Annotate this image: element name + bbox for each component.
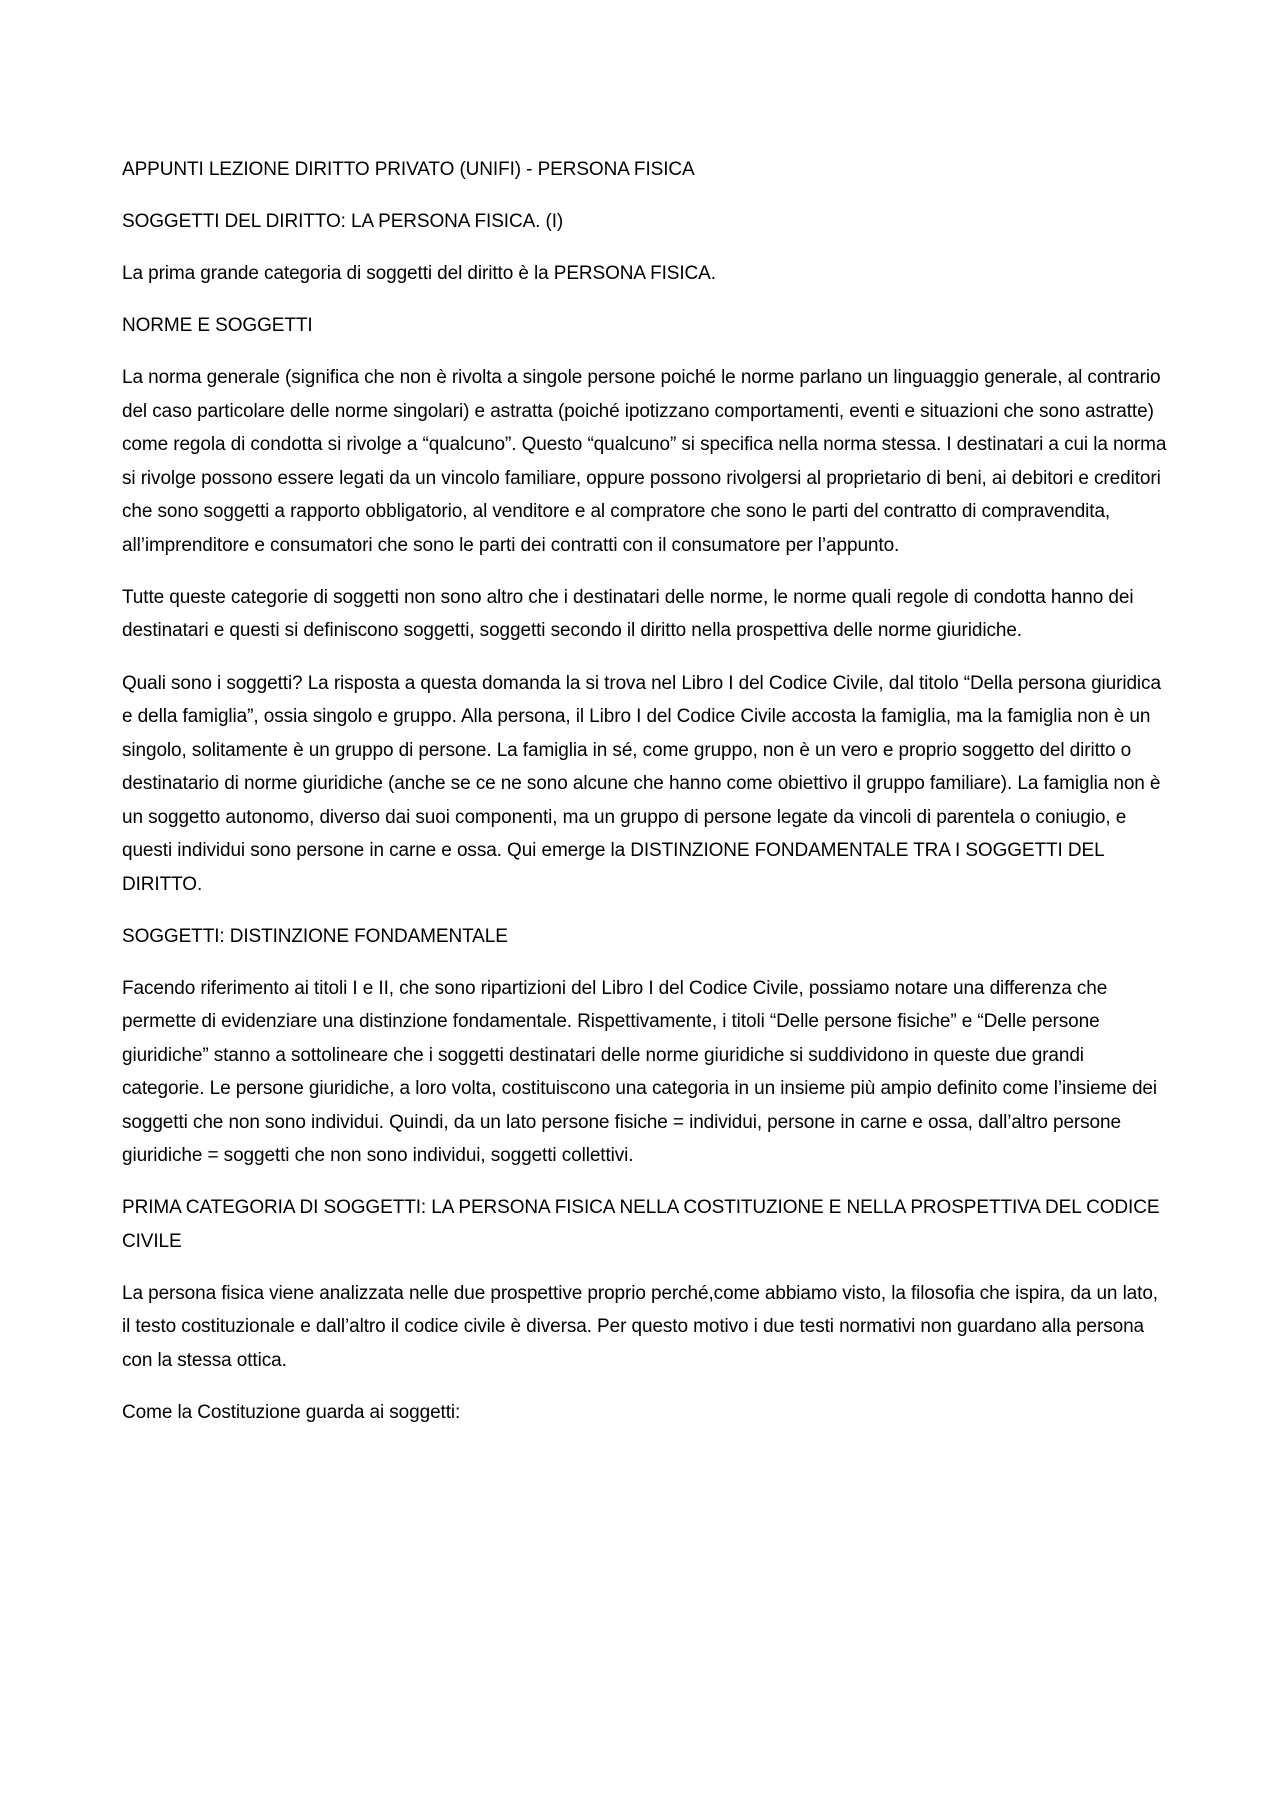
heading-norme-e-soggetti: NORME E SOGGETTI bbox=[122, 315, 313, 337]
document-body bbox=[122, 153, 1167, 1448]
document-title: APPUNTI LEZIONE DIRITTO PRIVATO (UNIFI) - PERSONA FISICA bbox=[122, 159, 695, 180]
paragraph-due-prospettive: La persona fisica viene analizzata nelle due prospettive proprio perché,come abbiamo visto, la filosofia che ispira, da un lato, il testo costituzionale e dall’altro il codice civile è diversa. Per questo motivo i due testi normativi non guardano alla persona con la stessa ottica. bbox=[122, 1282, 1158, 1371]
intro-paragraph: La prima grande categoria di soggetti del diritto è la PERSONA FISICA. bbox=[122, 263, 716, 285]
section-title-soggetti: SOGGETTI DEL DIRITTO: LA PERSONA FISICA. (I) bbox=[122, 211, 564, 233]
paragraph-quali-soggetti: Quali sono i soggetti? La risposta a questa domanda la si trova nel Libro I del Codice Civile, dal titolo “Della persona giuridica e della famiglia”, ossia singolo e gruppo. Alla persona, il Libro I del Codice Civile accosta la famiglia, ma la famiglia non è un singolo, solitamente è un gruppo di persone. La famiglia in sé, come gruppo, non è un vero e proprio soggetto del diritto o destinatario di norme giuridiche (anche se ce ne sono alcune che hanno come obiettivo il gruppo familiare). La famiglia non è un soggetto autonomo, diverso dai suoi componenti, ma un gruppo di persone legate da vincoli di parentela o coniugio, e questi individui sono persone in carne e ossa. Qui emerge la DISTINZIONE FONDAMENTALE TRA I SOGGETTI DEL DIRITTO. bbox=[122, 672, 1161, 895]
paragraph-destinatari: Tutte queste categorie di soggetti non sono altro che i destinatari delle norme, le norme quali regole di condotta hanno dei destinatari e questi si definiscono soggetti, soggetti secondo il diritto nella prospettiva delle norme giuridiche. bbox=[122, 586, 1134, 642]
heading-prima-categoria: PRIMA CATEGORIA DI SOGGETTI: LA PERSONA FISICA NELLA COSTITUZIONE E NELLA PROSPETTIVA DEL CODICE CIVILE bbox=[122, 1197, 1160, 1252]
paragraph-titoli-i-ii: Facendo riferimento ai titoli I e II, che sono ripartizioni del Libro I del Codice Civile, possiamo notare una differenza che permette di evidenziare una distinzione fondamentale. Rispettivamente, i titoli “Delle persone fisiche” e “Delle persone giuridiche” stanno a sottolineare che i soggetti destinatari delle norme giuridiche si suddividono in queste due grandi categorie. Le persone giuridiche, a loro volta, costituiscono una categoria in un insieme più ampio definito come l’insieme dei soggetti che non sono individui. Quindi, da un lato persone fisiche = individui, persone in carne e ossa, dall’altro persone giuridiche = soggetti che non sono individui, soggetti collettivi. bbox=[122, 977, 1158, 1167]
heading-distinzione-fondamentale: SOGGETTI: DISTINZIONE FONDAMENTALE bbox=[122, 925, 508, 947]
paragraph-costituzione: Come la Costituzione guarda ai soggetti: bbox=[122, 1402, 461, 1424]
paragraph-norma-generale: La norma generale (significa che non è rivolta a singole persone poiché le norme parlano un linguaggio generale, al contrario del caso particolare delle norme singolari) e astratta (poiché ipotizzano comportamenti, eventi e situazioni che sono astratte) come regola di condotta si rivolge a “qualcuno”. Questo “qualcuno” si specifica nella norma stessa. I destinatari a cui la norma si rivolge possono essere legati da un vincolo familiare, oppure possono rivolgersi al proprietario di beni, ai debitori e creditori che sono soggetti a rapporto obbligatorio, al venditore e al compratore che sono le parti del contratto di compravendita, all’imprenditore e consumatori che sono le parti dei contratti con il consumatore per l’appunto. bbox=[122, 367, 1167, 556]
